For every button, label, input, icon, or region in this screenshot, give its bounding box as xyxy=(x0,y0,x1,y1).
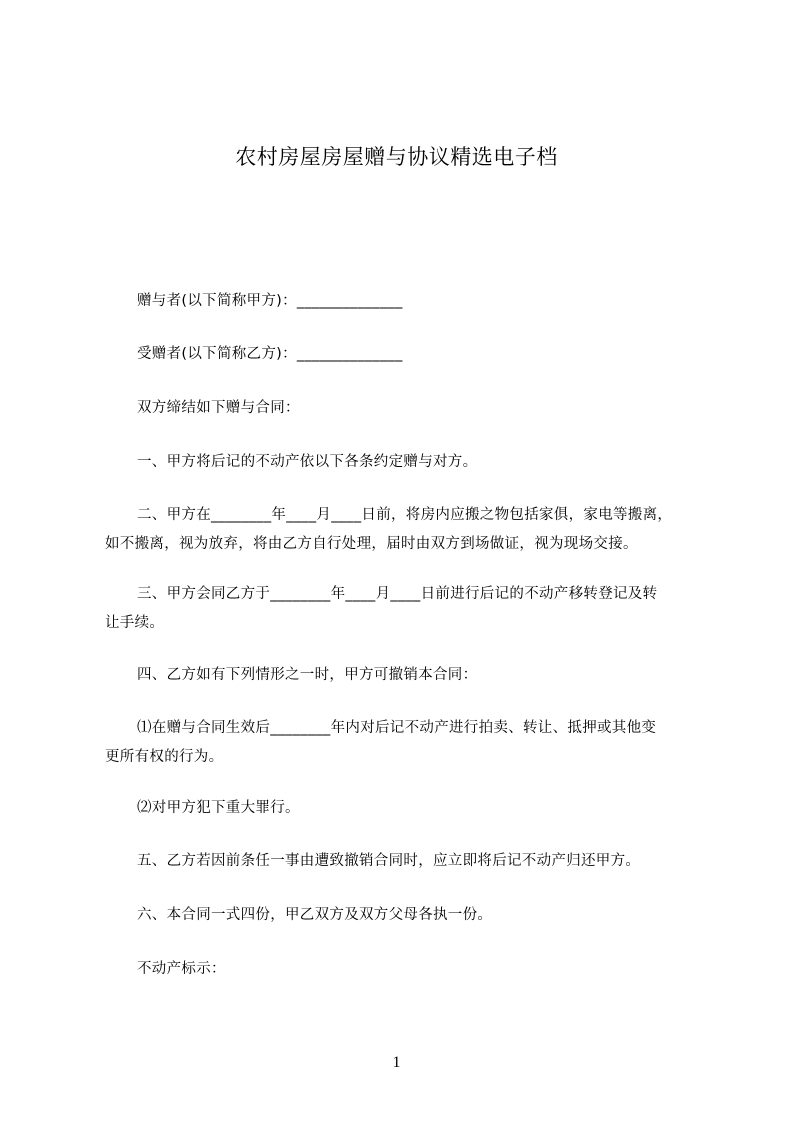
clause-1 xyxy=(105,448,711,477)
paragraph-line: 如不搬离，视为放弃，将由乙方自行处理，届时由双方到场做证，视为现场交接。 xyxy=(105,536,638,552)
clause-4-item-2 xyxy=(105,794,711,823)
page-number: 1 xyxy=(392,1054,401,1071)
paragraph-line: 二、甲方在________年____月____日前，将房内应搬之物包括家俱，家电等搬离， xyxy=(137,507,673,523)
paragraph-line: 六、本合同一式四份，甲乙双方及双方父母各执一份。 xyxy=(137,907,493,923)
paragraph-line: 四、乙方如有下列情形之一时，甲方可撤销本合同： xyxy=(137,667,478,683)
paragraph-line: 受赠者(以下简称乙方)：______________ xyxy=(137,346,403,362)
paragraph-line: 一、甲方将后记的不动产依以下各条约定赠与对方。 xyxy=(137,454,478,470)
clause-5 xyxy=(105,847,711,876)
clause-4-item-1 xyxy=(105,714,711,772)
clause-3 xyxy=(105,580,711,638)
document-title: 农村房屋房屋赠与协议精选电子档 xyxy=(235,145,558,169)
paragraph-line: ⑵对甲方犯下重大罪行。 xyxy=(137,800,300,816)
paragraph-line: 赠与者(以下简称甲方)：______________ xyxy=(137,293,403,309)
clause-2 xyxy=(105,501,711,559)
clause-4 xyxy=(105,661,711,690)
paragraph-line: 更所有权的行为。 xyxy=(105,749,224,765)
paragraph-line: 不动产标示： xyxy=(137,961,226,977)
paragraph-line: 双方缔结如下赠与合同： xyxy=(137,400,300,416)
donee-line xyxy=(105,340,711,369)
paragraph-line: ⑴在赠与合同生效后________年内对后记不动产进行拍卖、转让、抵押或其他变 xyxy=(137,720,657,736)
property-label xyxy=(105,955,711,984)
intro-line xyxy=(105,394,711,423)
paragraph-line: 三、甲方会同乙方于________年____月____日前进行后记的不动产移转登记及转 xyxy=(137,586,658,602)
clause-6 xyxy=(105,901,711,930)
paragraph-line: 五、乙方若因前条任一事由遭致撤销合同时，应立即将后记不动产归还甲方。 xyxy=(137,853,641,869)
paragraph-line: 让手续。 xyxy=(105,615,165,631)
donor-line xyxy=(105,287,711,316)
